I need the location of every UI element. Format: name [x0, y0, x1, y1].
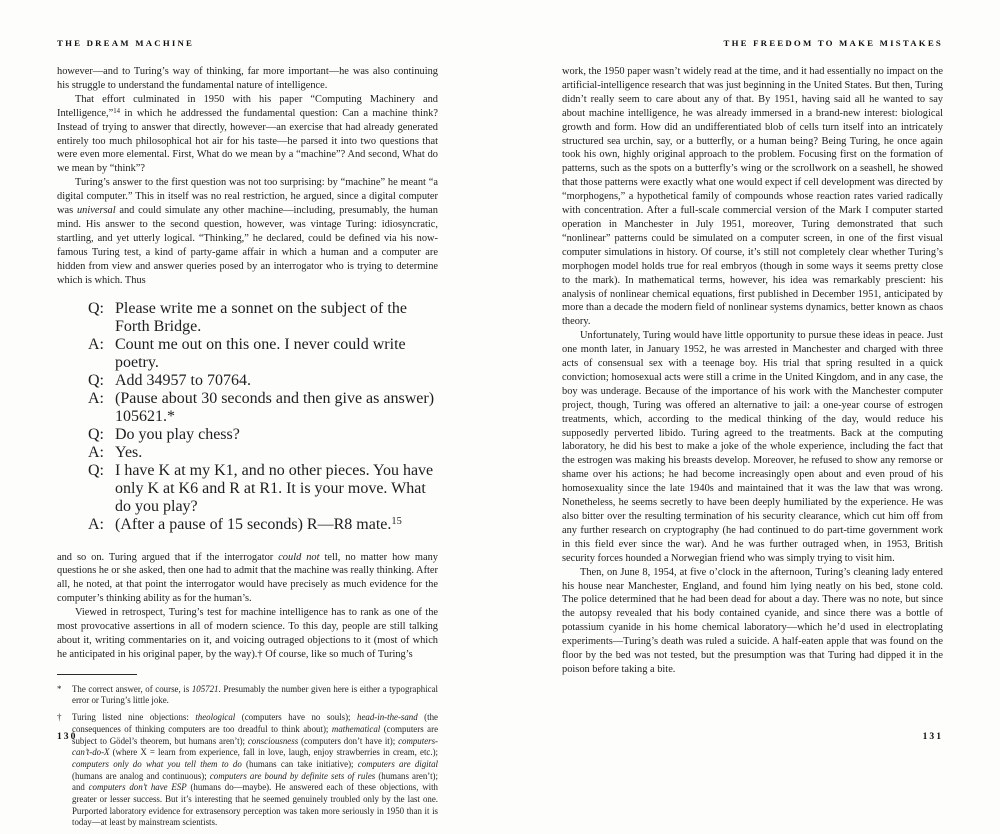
qa-line	[88, 300, 438, 336]
qa-text: Yes.	[115, 443, 143, 461]
qa-text: Do you play chess?	[115, 425, 240, 443]
qa-speaker-label: Q:	[88, 299, 104, 317]
qa-line	[88, 390, 438, 426]
paragraph: work, the 1950 paper wasn’t widely read at the time, and it had essentially no impact on the artificial-intelligence research that was just beginning in the United States. But then, Turing didn’t really seem to care about any of that. By 1951, having said all he wanted to say about machine intelligence, he was already immersed in a brand-new interest: biological growth and form. How did an undifferentiated blob of cells turn itself into an intricately structured sea urchin, say, or a butterfly, or a human being? Being Turing, he once again took his own, highly original approach to the problem. Focusing first on the formation of patterns, such as the spots on a butterfly’s wing or the scrollwork on a seashell, he showed that those patterns were exactly what one would expect if cell development was directed by “morphogens,” a hypothetical family of compounds whose reaction rates varied radically with concentration. After a full-scale commercial version of the Mark I computer started operation in Manchester in July 1951, moreover, Turing demonstrated that such “nonlinear” patterns could be simulated on a computer screen, in one of the first visual computer simulations in history. Of course, it’s still not completely clear whether Turing’s morphogen model holds true for real embryos (though in some ways it seems pretty close to the mark). In mathematical terms, however, his idea was remarkably prescient: his analysis of nonlinear chemical equations, first published in December 1951, anticipated by more than a decade the modern field of nonlinear systems dynamics, better known as chaos theory.	[562, 66, 943, 328]
footnote-marker: †	[57, 712, 62, 723]
page-number-left: 130	[57, 731, 78, 742]
footnote-text: The correct answer, of course, is 105721. Presumably the number given here is either a typographical error or Turing’s little joke.	[72, 683, 439, 706]
page-right-body	[562, 65, 943, 677]
qa-line	[88, 426, 438, 444]
footnote	[57, 712, 438, 829]
footnote-separator	[57, 674, 137, 675]
paragraph: Turing’s answer to the first question was not too surprising: by “machine” he meant “a digital computer.” This in itself was no real restriction, he argued, since a digital computer was universal and could simulate any other machine—including, presumably, the human mind. His answer to the second question, however, was vintage Turing: idiosyncratic, startling, and yet utterly logical. “Thinking,” he declared, could be defined via his now-famous Turing test, a kind of party-game affair in which a human and a computer are hidden from view and answer queries posed by an interrogator who is trying to determine which is which. Thus	[57, 177, 438, 286]
qa-text: I have K at my K1, and no other pieces. You have only K at K6 and R at R1. It is your move. What do you play?	[115, 461, 434, 515]
qa-speaker-label: Q:	[88, 461, 104, 479]
qa-speaker-label: Q:	[88, 371, 104, 389]
qa-line	[88, 444, 438, 462]
qa-speaker-label: A:	[88, 335, 104, 353]
footnotes	[57, 684, 438, 829]
paragraph: That effort culminated in 1950 with his paper “Computing Machinery and Intelligence,”$^{14}$ in which he addressed the fundamental question: Can a machine think? Instead of trying to answer that directly, however—an exercise that had already generated entirely too much philosophical hot air for his taste—he parsed it into two questions that were even more elemental. First, What do we mean by a “machine”? And second, What do we mean by “think”?	[57, 93, 438, 175]
turing-test-dialogue	[88, 300, 438, 534]
running-head-right: THE FREEDOM TO MAKE MISTAKES	[723, 38, 943, 48]
page-left	[57, 38, 438, 834]
qa-text: (Pause about 30 seconds and then give as answer) 105621.*	[115, 389, 435, 425]
qa-line	[88, 462, 438, 516]
qa-speaker-label: A:	[88, 389, 104, 407]
paragraph: Unfortunately, Turing would have little opportunity to pursue these ideas in peace. Just one month later, in January 1952, he was arrested in Manchester and charged with three acts of consensual sex with a teenage boy. His trial that spring resulted in a quick conviction; homosexual acts were still a crime in the United Kingdom, and in any case, the boy was underage. Because of the importance of his work with the Manchester computer project, though, Turing was offered an alternative to jail: a one-year course of estrogen treatments, which, according to the medical thinking of the day, would reduce his supposedly perverted libido. Turing agreed to the treatments. Back at the computing laboratory, he did his best to make a joke of the whole experience, including the fact that the estrogen was making his breasts develop. Moreover, he refused to show any remorse or shame over his actions; he had become increasingly open about and even proud of his homosexuality since the late 1940s and maintained that it was the law that was wrong. Nonetheless, he seems secretly to have been deeply humiliated by the experience. He was also bitter over the resulting termination of his security clearance, which cut him off from any further research on cryptography (he had continued to do part-time government work in this field ever since the war). And he was further outraged when, in 1953, British security forces hounded a Norwegian friend who was simply trying to visit him.	[562, 330, 943, 564]
paragraph: and so on. Turing argued that if the interrogator could not tell, no matter how many questions he or she asked, then one had to admit that the machine was really thinking. After all, he noted, at that point the interrogator would have precisely as much evidence for the computer’s thinking ability as for the human’s.	[57, 551, 438, 605]
footnote-marker: *	[57, 683, 62, 694]
qa-speaker-label: Q:	[88, 425, 104, 443]
qa-line	[88, 336, 438, 372]
qa-text: Add 34957 to 70764.	[115, 371, 251, 389]
qa-line	[88, 372, 438, 390]
qa-text: (After a pause of 15 seconds) R—R8 mate.$^{15}$	[115, 515, 402, 533]
paragraph: Then, on June 8, 1954, at five o’clock in the afternoon, Turing’s cleaning lady entered his house near Manchester, England, and found him lying neatly on his bed, stone cold. The police determined that he had been dead for about a day. There was no note, but since the autopsy revealed that his body contained cyanide, and since there was a bottle of potassium cyanide in his home chemical laboratory—which he’d used in electroplating experiments—Turing’s death was ruled a suicide. A half-eaten apple that was found on the floor by the bed was not tested, but the presumption was that Turing had dipped it in the poison before taking a bite.	[562, 566, 943, 675]
paragraph: Viewed in retrospect, Turing’s test for machine intelligence has to rank as one of the most provocative assertions in all of modern science. To this day, people are still talking about it, writing commentaries on it, and voicing outraged objections to it (most of which he anticipated in his original paper, by the way).† Of course, like so much of Turing’s	[57, 607, 438, 660]
page-left-body-bottom	[57, 551, 438, 662]
qa-line	[88, 516, 438, 534]
page-right	[562, 38, 943, 742]
page-number-right: 131	[922, 731, 943, 742]
running-head-left: THE DREAM MACHINE	[57, 38, 195, 48]
footnote-text: Turing listed nine objections: theological (computers have no souls); head-in-the-sand (the consequences of thinking computers are too dreadful to think about); mathematical (computers are subject to Gödel’s theorem, but humans aren’t); consciousness (computers don’t have it); computers-can’t-do-X (where X = learn from experience, fall in love, laugh, enjoy strawberries in cream, etc.); computers only do what you tell them to do (humans can take initiative); computers are digital (humans are analog and continuous); computers are bound by definite sets of rules (humans aren’t); and computers don’t have ESP (humans do—maybe). He answered each of these objections, with greater or lesser success. But it’s interesting that he seemed genuinely troubled only by the last one. Purported laboratory evidence for extrasensory perception was taken more seriously in 1950 than it is today—at least by mainstream scientists.	[72, 712, 439, 828]
qa-text: Count me out on this one. I never could write poetry.	[115, 335, 406, 371]
qa-text: Please write me a sonnet on the subject of the Forth Bridge.	[115, 299, 407, 335]
page-left-body-top	[57, 65, 438, 288]
paragraph: however—and to Turing’s way of thinking, far more important—he was also continuing his struggle to understand the fundamental nature of intelligence.	[57, 66, 438, 91]
footnote	[57, 684, 438, 707]
qa-speaker-label: A:	[88, 443, 104, 461]
qa-speaker-label: A:	[88, 515, 104, 533]
